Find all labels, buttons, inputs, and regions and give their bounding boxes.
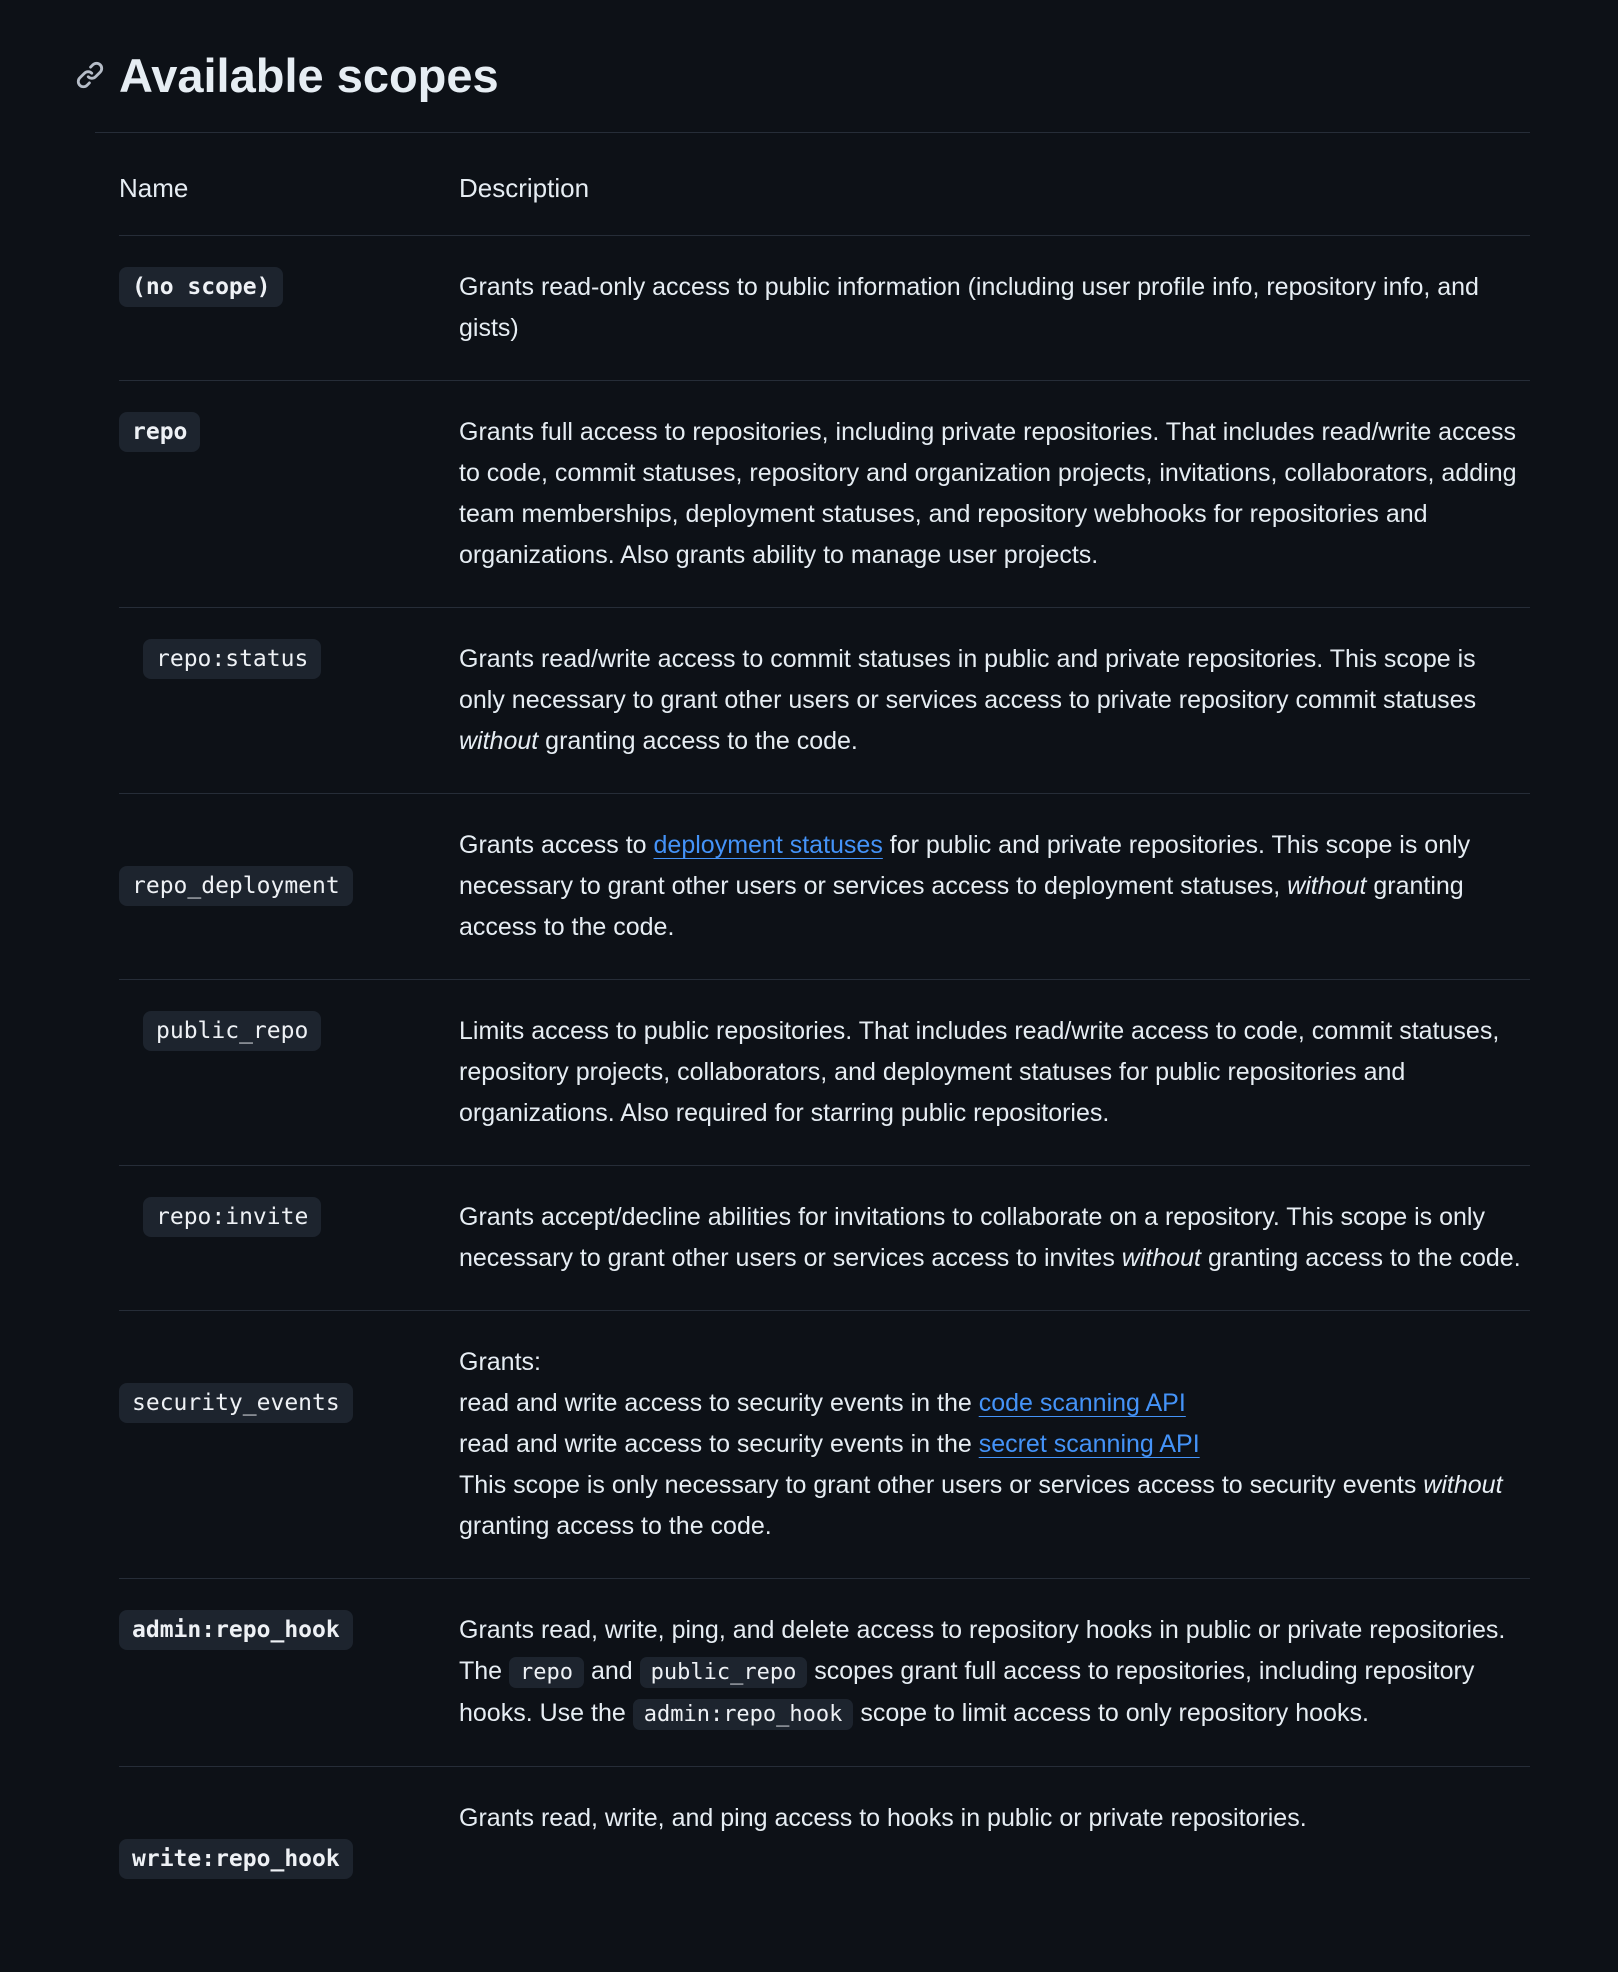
inline-code: admin:repo_hook xyxy=(633,1699,854,1730)
description-text: Grants read/write access to commit statuses in public and private repositories. This scope is only necessary to grant other users or services access to private repository commit statuses xyxy=(459,645,1477,714)
table-row xyxy=(119,608,1530,794)
scope-name-cell xyxy=(119,794,459,980)
scope-name-cell xyxy=(119,608,459,794)
scope-description xyxy=(459,1767,1530,1911)
scope-chip: repo xyxy=(119,412,200,452)
link-icon[interactable] xyxy=(75,60,105,90)
description-text: Grants full access to repositories, including private repositories. That includes read/write access to code, commit statuses, repository and organization projects, invitations, collaborators, adding team memberships, deployment statuses, and repository webhooks for repositories and organizations. Also grants ability to manage user projects. xyxy=(459,418,1517,569)
description-text: This scope is only necessary to grant other users or services access to security events xyxy=(459,1471,1424,1499)
table-header-row xyxy=(119,133,1530,236)
scope-chip: admin:repo_hook xyxy=(119,1610,353,1650)
emphasis-text: without xyxy=(1287,872,1367,900)
description-text: Grants: xyxy=(459,1348,541,1376)
scope-name-cell xyxy=(119,1579,459,1767)
inline-link[interactable]: secret scanning API xyxy=(978,1430,1200,1458)
description-text: Grants read-only access to public information (including user profile info, repository info, and gists) xyxy=(459,273,1479,342)
inline-link[interactable]: code scanning API xyxy=(978,1389,1186,1417)
scope-description xyxy=(459,1311,1530,1579)
scope-description xyxy=(459,980,1530,1166)
description-text: for public and private repositories. This scope is only necessary to grant other users or services access to deployment statuses, xyxy=(459,831,1471,900)
scope-chip: write:repo_hook xyxy=(119,1839,353,1879)
scope-chip: public_repo xyxy=(143,1011,321,1051)
description-text: read and write access to security events in the xyxy=(459,1389,979,1417)
scopes-table xyxy=(119,133,1530,1910)
description-text: and xyxy=(584,1657,640,1685)
page-title: Available scopes xyxy=(119,48,499,102)
description-text: Limits access to public repositories. That includes read/write access to code, commit statuses, repository projects, collaborators, and deployment statuses for public repositories and organizations. Also required for starring public repositories. xyxy=(459,1017,1500,1127)
description-text: Grants accept/decline abilities for invitations to collaborate on a repository. This scope is only necessary to grant other users or services access to invites xyxy=(459,1203,1485,1272)
scope-name-cell xyxy=(119,381,459,608)
scope-chip: (no scope) xyxy=(119,267,283,307)
scope-name-cell xyxy=(119,980,459,1166)
table-row xyxy=(119,794,1530,980)
description-text: granting access to the code. xyxy=(459,872,1464,941)
table-row xyxy=(119,1311,1530,1579)
scope-description xyxy=(459,1579,1530,1767)
scope-chip: repo:status xyxy=(143,639,321,679)
column-header-description: Description xyxy=(459,173,590,203)
description-text: scope to limit access to only repository hooks. xyxy=(853,1699,1369,1727)
inline-code: repo xyxy=(509,1657,584,1688)
table-row xyxy=(119,1166,1530,1311)
scope-description xyxy=(459,608,1530,794)
scope-chip: repo_deployment xyxy=(119,866,353,906)
description-text: granting access to the code. xyxy=(1201,1244,1521,1272)
table-row xyxy=(119,980,1530,1166)
emphasis-text: without xyxy=(1423,1471,1503,1499)
table-row xyxy=(119,381,1530,608)
scope-name-cell xyxy=(119,1311,459,1579)
table-row xyxy=(119,236,1530,381)
section-heading xyxy=(75,48,1530,102)
inline-code: public_repo xyxy=(640,1657,808,1688)
description-text: Grants read, write, ping, and delete access to repository hooks in public or private repositories. The xyxy=(459,1616,1506,1685)
scope-chip: repo:invite xyxy=(143,1197,321,1237)
scope-description xyxy=(459,794,1530,980)
scope-chip: security_events xyxy=(119,1383,353,1423)
scope-description xyxy=(459,1166,1530,1311)
description-text: scopes grant full access to repositories, including repository hooks. Use the xyxy=(459,1657,1475,1727)
description-text: Grants read, write, and ping access to hooks in public or private repositories. xyxy=(459,1804,1307,1832)
description-text: Grants access to xyxy=(459,831,654,859)
scope-name-cell xyxy=(119,1166,459,1311)
column-header-name: Name xyxy=(119,173,189,203)
inline-link[interactable]: deployment statuses xyxy=(653,831,883,859)
scope-name-cell xyxy=(119,1767,459,1911)
scope-name-cell xyxy=(119,236,459,381)
description-text: granting access to the code. xyxy=(459,1512,772,1540)
table-row xyxy=(119,1767,1530,1911)
table-row xyxy=(119,1579,1530,1767)
scope-description xyxy=(459,236,1530,381)
scopes-table-body xyxy=(119,236,1530,1911)
emphasis-text: without xyxy=(1121,1244,1201,1272)
description-text: read and write access to security events in the xyxy=(459,1430,979,1458)
description-text: granting access to the code. xyxy=(538,727,858,755)
emphasis-text: without xyxy=(459,727,539,755)
scope-description xyxy=(459,381,1530,608)
